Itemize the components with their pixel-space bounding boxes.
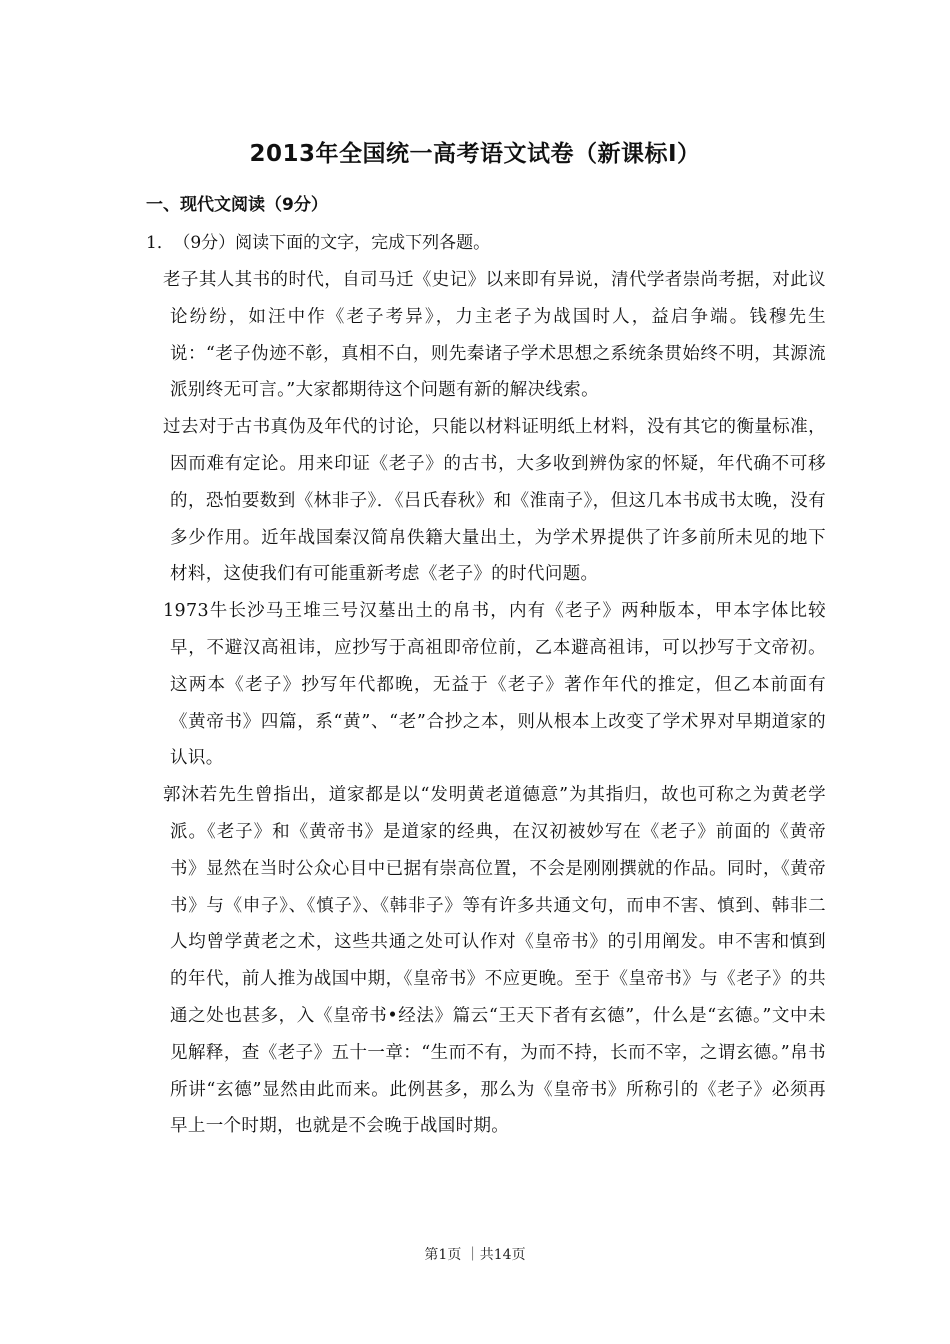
passage-paragraph: 过去对于古书真伪及年代的讨论，只能以材料证明纸上材料，没有其它的衡量标准，因而难有定论。用来印证《老子》的古书，大多收到辨伪家的怀疑，年代确不可移的，恐怕要数到《林非子》．《吕氏春秋》和《淮南子》，但这几本书成书太晚，没有多少作用。近年战国秦汉简帛佚籍大量出土，为学术界提供了许多前所未见的地下材料，这使我们有可能重新考虑《老子》的时代问题。 bbox=[163, 417, 826, 585]
section-heading: 一、现代文阅读（9分） bbox=[146, 195, 328, 215]
exam-title: 2013年全国统一高考语文试卷（新课标Ⅰ） bbox=[249, 141, 701, 167]
passage-paragraph: 1973牛长沙马王堆三号汉墓出土的帛书，内有《老子》两种版本，甲本字体比较早，不避汉高祖讳，应抄写于高祖即帝位前，乙本避高祖讳，可以抄写于文帝初。这两本《老子》抄写年代都晚，无益于《老子》著作年代的推定，但乙本前面有《黄帝书》四篇，系“黄”、“老”合抄之本，则从根本上改变了学术界对早期道家的认识。 bbox=[163, 601, 826, 769]
page-footer: 第1页 ｜共14页 bbox=[424, 1247, 526, 1263]
question-prompt: （9分）阅读下面的文字，完成下列各题。 bbox=[181, 233, 491, 253]
question-line bbox=[146, 228, 490, 253]
reading-passage bbox=[146, 262, 826, 1145]
question-number: 1． bbox=[146, 233, 174, 253]
passage-paragraph: 郭沐若先生曾指出，道家都是以“发明黄老道德意”为其指归，故也可称之为黄老学派。《老子》和《黄帝书》是道家的经典，在汉初被妙写在《老子》前面的《黄帝书》显然在当时公众心目中已据有崇高位置，不会是刚刚撰就的作品。同时，《黄帝书》与《申子》、《慎子》、《韩非子》等有许多共通文句，而申不害、慎到、韩非二人均曾学黄老之术，这些共通之处可认作对《皇帝书》的引用阐发。申不害和慎到的年代，前人推为战国中期，《皇帝书》不应更晚。至于《皇帝书》与《老子》的共通之处也甚多，入《皇帝书•经法》篇云“王天下者有玄德”，什么是“玄德。”文中未见解释，查《老子》五十一章：“生而不有，为而不持，长而不宰，之谓玄德。”帛书所讲“玄德”显然由此而来。此例甚多，那么为《皇帝书》所称引的《老子》必须再早上一个时期，也就是不会晚于战国时期。 bbox=[163, 785, 826, 1137]
passage-paragraph: 老子其人其书的时代，自司马迁《史记》以来即有异说，清代学者崇尚考据，对此议论纷纷，如汪中作《老子考异》，力主老子为战国时人，益启争端。钱穆先生说：“老子伪迹不彰，真相不白，则先秦诸子学术思想之系统条贯始终不明，其源流派别终无可言。”大家都期待这个问题有新的解决线索。 bbox=[163, 270, 826, 401]
